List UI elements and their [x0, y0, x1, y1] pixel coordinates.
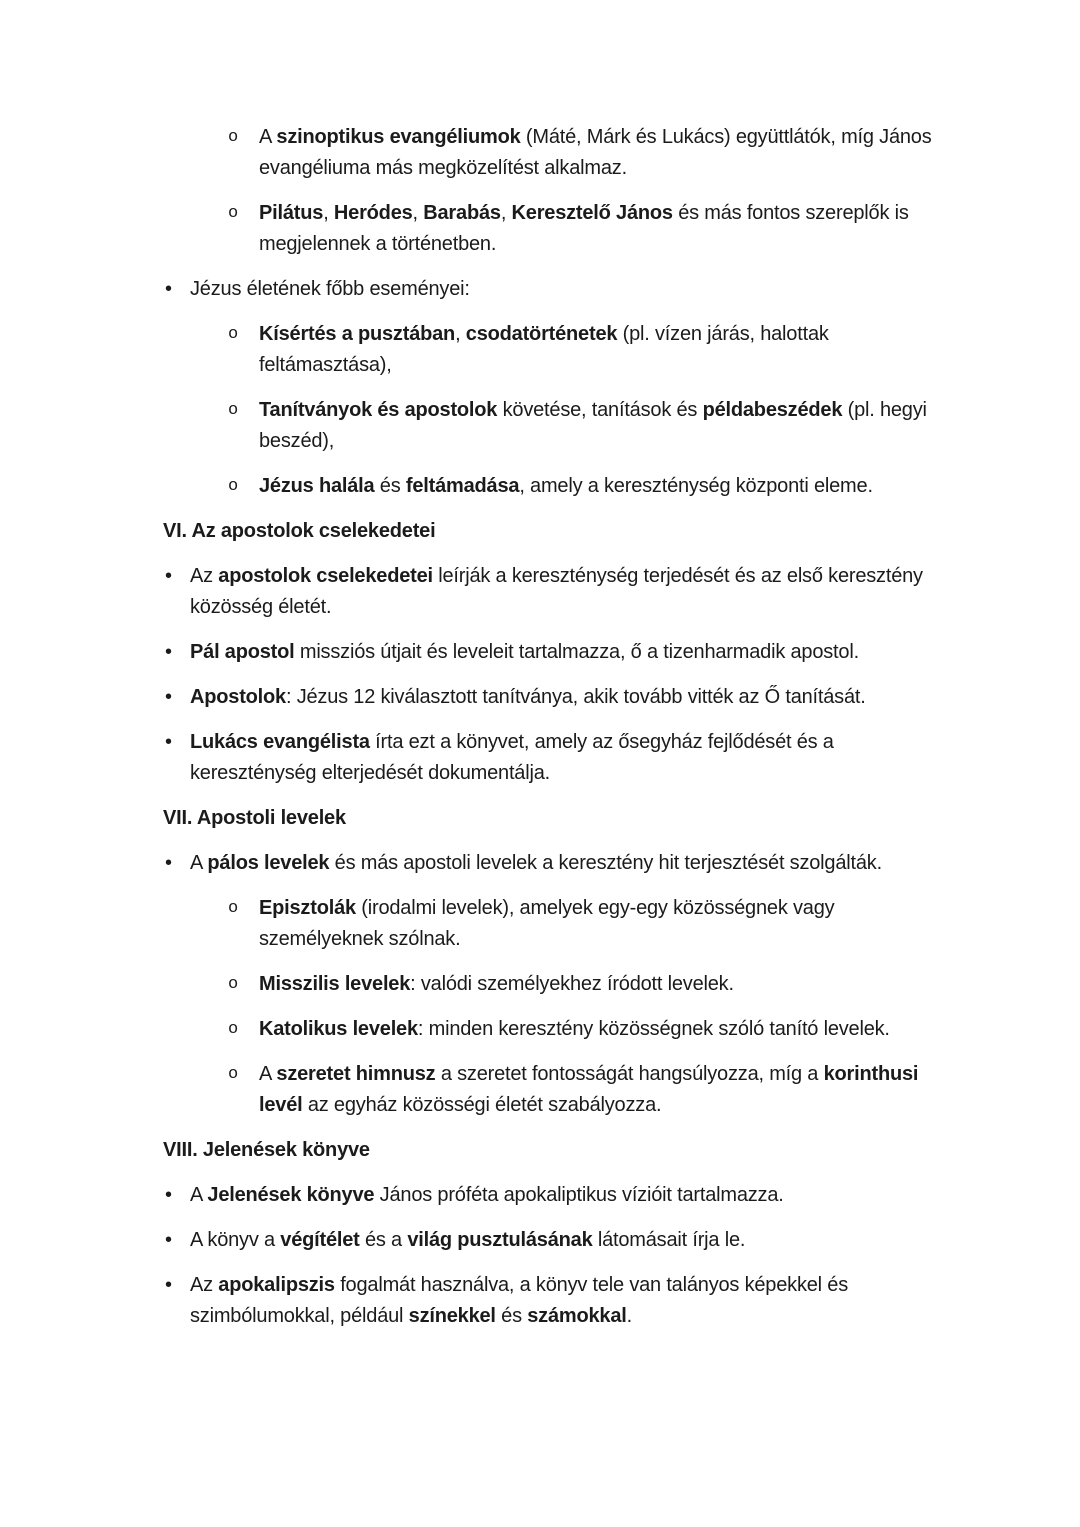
sub-bullet-item — [228, 893, 940, 955]
sub-bullet-item — [228, 319, 940, 381]
text-run-bold: Keresztelő János — [511, 202, 673, 224]
text-run: János próféta apokaliptikus vízióit tartalmazza. — [374, 1184, 784, 1206]
text-run-bold: apokalipszis — [218, 1274, 335, 1296]
bullet-item — [163, 561, 940, 623]
text-run: : valódi személyekhez íródott levelek. — [410, 973, 734, 995]
sub-bullet-item — [228, 122, 940, 184]
paragraph-text — [190, 1225, 940, 1256]
text-run: . — [626, 1305, 632, 1327]
text-run-bold: végítélet — [280, 1229, 360, 1251]
circle-marker-icon: o — [228, 1020, 239, 1039]
text-run-bold: VII. Apostoli levelek — [163, 807, 346, 829]
paragraph-text — [259, 319, 940, 381]
text-run: A — [259, 126, 277, 148]
circle-marker-icon: o — [228, 325, 239, 344]
bullet-marker-icon: • — [165, 1229, 172, 1251]
bullet-item — [163, 637, 940, 668]
text-run: missziós útjait és leveleit tartalmazza, ő a tizenharmadik apostol. — [294, 641, 859, 663]
paragraph-text — [190, 682, 940, 713]
text-run-bold: szinoptikus evangéliumok — [276, 126, 521, 148]
text-run-bold: apostolok cselekedetei — [218, 565, 433, 587]
bullet-item — [163, 1225, 940, 1256]
paragraph-text — [259, 471, 940, 502]
bullet-item — [163, 682, 940, 713]
paragraph-text — [259, 1059, 940, 1121]
text-run: látomásait írja le. — [592, 1229, 746, 1251]
text-run-bold: világ pusztulásának — [407, 1229, 593, 1251]
text-run: Az — [190, 565, 219, 587]
text-run-bold: Barabás — [423, 202, 501, 224]
text-run-bold: Jézus halála — [259, 475, 375, 497]
sub-bullet-item — [228, 1059, 940, 1121]
text-run: , amely a kereszténység központi eleme. — [519, 475, 873, 497]
text-run: (Máté, Márk és Lukács) együttlátók, míg János evangéliuma más megközelítést alkalmaz. — [259, 126, 932, 179]
text-run: A — [190, 852, 208, 874]
text-run: a szeretet fontosságát hangsúlyozza, míg a — [435, 1063, 824, 1085]
bullet-marker-icon: • — [165, 1274, 172, 1296]
paragraph-text — [259, 893, 940, 955]
text-run-bold: szeretet himnusz — [276, 1063, 436, 1085]
text-run-bold: VIII. Jelenések könyve — [163, 1139, 370, 1161]
text-run: Az — [190, 1274, 219, 1296]
text-run-bold: Jelenések könyve — [207, 1184, 375, 1206]
text-run-bold: példabeszédek — [702, 399, 843, 421]
text-run: és — [374, 475, 406, 497]
document-body — [163, 122, 940, 1346]
sub-bullet-item — [228, 969, 940, 1000]
text-run: A — [259, 1063, 277, 1085]
paragraph-text — [190, 274, 940, 305]
bullet-marker-icon: • — [165, 731, 172, 753]
text-run: és — [495, 1305, 528, 1327]
bullet-marker-icon: • — [165, 852, 172, 874]
sub-bullet-item — [228, 395, 940, 457]
text-run-bold: Pilátus — [259, 202, 324, 224]
text-run: és a — [359, 1229, 408, 1251]
paragraph-text — [259, 1014, 940, 1045]
text-run: és más fontos szereplők is megjelennek a történetben. — [259, 202, 909, 255]
text-run-bold: Episztolák — [259, 897, 356, 919]
text-run: (irodalmi levelek), amelyek egy-egy közösségnek vagy személyeknek szólnak. — [259, 897, 835, 950]
text-run: , — [455, 323, 466, 345]
text-run-bold: Katolikus levelek — [259, 1018, 418, 1040]
circle-marker-icon: o — [228, 899, 239, 918]
paragraph-text — [259, 395, 940, 457]
paragraph-text — [190, 727, 940, 789]
text-run-bold: VI. Az apostolok cselekedetei — [163, 520, 436, 542]
sub-bullet-item — [228, 198, 940, 260]
bullet-marker-icon: • — [165, 278, 172, 300]
bullet-item — [163, 1270, 940, 1332]
circle-marker-icon: o — [228, 975, 239, 994]
paragraph-text — [259, 198, 940, 260]
bullet-item — [163, 848, 940, 879]
text-run: , — [323, 202, 334, 224]
text-run-bold: Lukács evangélista — [190, 731, 370, 753]
text-run: (pl. hegyi beszéd), — [259, 399, 927, 452]
bullet-marker-icon: • — [165, 1184, 172, 1206]
section-heading — [163, 1135, 940, 1166]
bullet-marker-icon: • — [165, 686, 172, 708]
paragraph-text — [190, 561, 940, 623]
text-run: fogalmát használva, a könyv tele van talányos képekkel és szimbólumokkal, például — [190, 1274, 848, 1327]
text-run: követése, tanítások és — [497, 399, 703, 421]
circle-marker-icon: o — [228, 128, 239, 147]
bullet-marker-icon: • — [165, 565, 172, 587]
bullet-marker-icon: • — [165, 641, 172, 663]
paragraph-text — [259, 122, 940, 184]
section-heading — [163, 516, 940, 547]
text-run: A — [190, 1184, 208, 1206]
paragraph-text — [259, 969, 940, 1000]
circle-marker-icon: o — [228, 204, 239, 223]
text-run: A könyv a — [190, 1229, 281, 1251]
text-run-bold: pálos levelek — [207, 852, 330, 874]
sub-bullet-item — [228, 1014, 940, 1045]
text-run: leírják a kereszténység terjedését és az első keresztény közösség életét. — [190, 565, 923, 618]
text-run-bold: Apostolok — [190, 686, 286, 708]
circle-marker-icon: o — [228, 477, 239, 496]
text-run: és más apostoli levelek a keresztény hit terjesztését szolgálták. — [329, 852, 882, 874]
sub-bullet-item — [228, 471, 940, 502]
text-run-bold: számokkal — [527, 1305, 627, 1327]
circle-marker-icon: o — [228, 401, 239, 420]
text-run: Jézus életének főbb eseményei: — [190, 278, 470, 300]
text-run: , — [500, 202, 512, 224]
paragraph-text — [190, 637, 940, 668]
text-run: az egyház közösségi életét szabályozza. — [302, 1094, 662, 1116]
text-run: (pl. vízen járás, halottak feltámasztása), — [259, 323, 829, 376]
paragraph-text — [190, 848, 940, 879]
text-run: , — [412, 202, 424, 224]
bullet-item — [163, 274, 940, 305]
text-run-bold: Heródes — [333, 202, 413, 224]
text-run-bold: feltámadása — [405, 475, 520, 497]
text-run: : minden keresztény közösségnek szóló tanító levelek. — [417, 1018, 890, 1040]
text-run-bold: csodatörténetek — [465, 323, 618, 345]
text-run-bold: Misszilis levelek — [259, 973, 411, 995]
bullet-item — [163, 1180, 940, 1211]
text-run-bold: korinthusi levél — [259, 1063, 919, 1116]
text-run-bold: Kísértés a pusztában — [259, 323, 456, 345]
circle-marker-icon: o — [228, 1065, 239, 1084]
bullet-item — [163, 727, 940, 789]
text-run: : Jézus 12 kiválasztott tanítványa, akik tovább vitték az Ő tanítását. — [285, 686, 866, 708]
paragraph-text — [190, 1180, 940, 1211]
text-run-bold: Pál apostol — [190, 641, 295, 663]
text-run: írta ezt a könyvet, amely az ősegyház fejlődését és a kereszténység elterjedését dokumentálja. — [190, 731, 834, 784]
text-run-bold: színekkel — [408, 1305, 496, 1327]
paragraph-text — [190, 1270, 940, 1332]
section-heading — [163, 803, 940, 834]
text-run-bold: Tanítványok és apostolok — [259, 399, 498, 421]
